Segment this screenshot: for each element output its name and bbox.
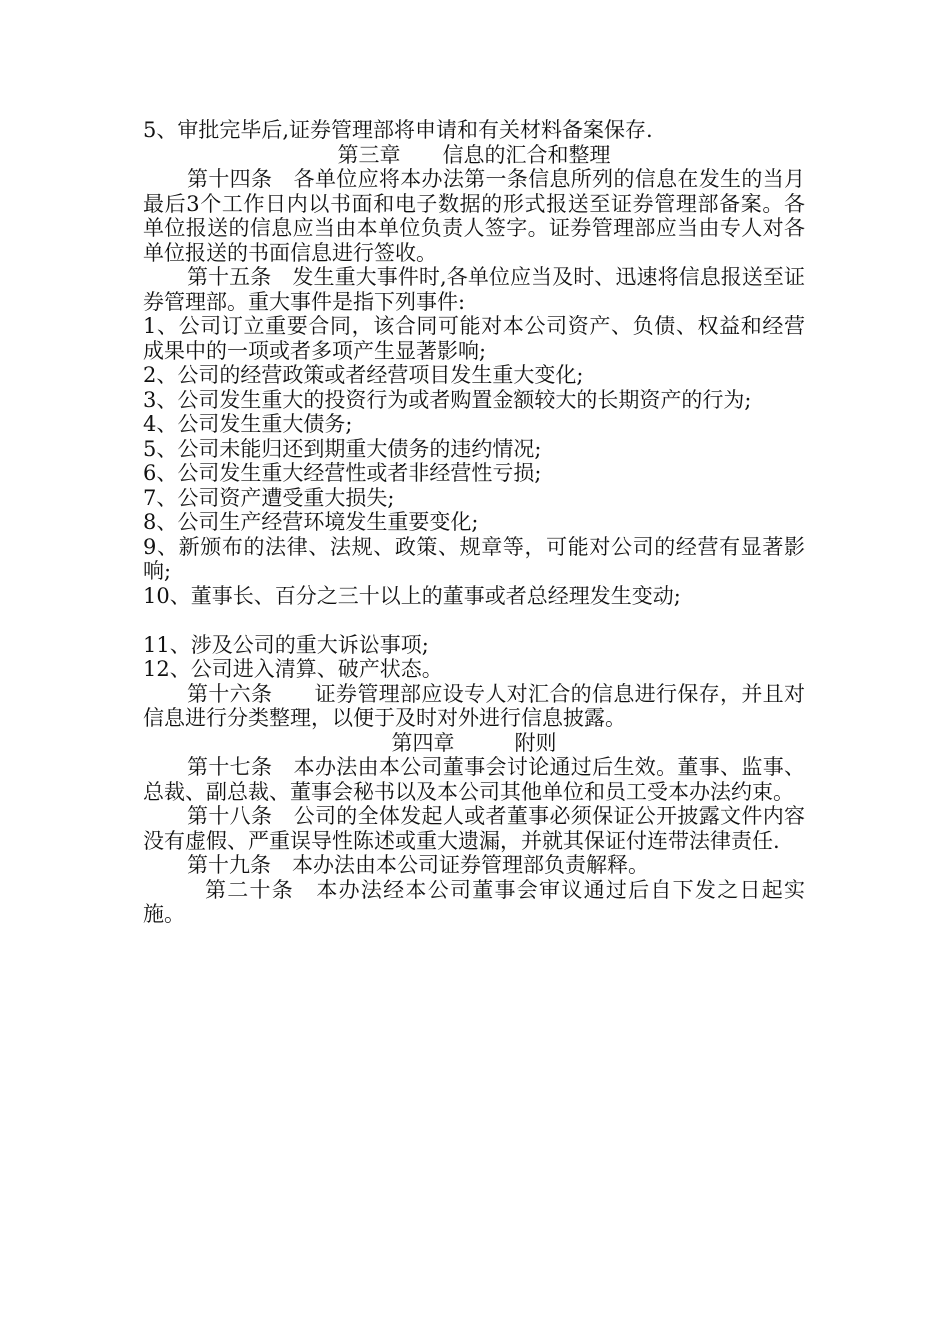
article-20-text: 本办法经本公司董事会审议通过后自下发之日起实施。	[143, 877, 806, 926]
event-item: 12、公司进入清算、破产状态。	[143, 657, 443, 681]
article-18	[143, 804, 805, 853]
event-item: 2、公司的经营政策或者经营项目发生重大变化;	[143, 363, 584, 387]
event-item: 8、公司生产经营环境发生重要变化;	[143, 510, 479, 534]
article-16	[143, 682, 805, 731]
article-14	[143, 167, 805, 265]
article-15-label: 第十五条	[187, 265, 272, 289]
event-item: 10、董事长、百分之三十以上的董事或者总经理发生变动;	[143, 583, 681, 608]
event-item: 7、公司资产遭受重大损失;	[143, 485, 395, 510]
article-18-label: 第十八条	[187, 804, 273, 828]
event-item: 3、公司发生重大的投资行为或者购置金额较大的长期资产的行为;	[143, 387, 752, 412]
chapter-3-heading	[143, 143, 805, 168]
event-item: 11、涉及公司的重大诉讼事项;	[143, 632, 429, 657]
article-18-text: 公司的全体发起人或者董事必须保证公开披露文件内容没有虚假、严重误导性陈述或重大遗漏，并就其保证付连带法律责任.	[143, 804, 806, 853]
article-19-text: 本办法由本公司证券管理部负责解释。	[292, 853, 649, 877]
chapter-4-heading	[143, 731, 805, 756]
article-16-text: 证券管理部应设专人对汇合的信息进行保存，并且对信息进行分类整理，以便于及时对外进行信息披露。	[143, 681, 806, 730]
event-item: 5、公司未能归还到期重大债务的违约情况;	[143, 436, 542, 461]
article-14-label: 第十四条	[187, 167, 273, 191]
chapter-3-title: 信息的汇合和整理	[442, 142, 611, 167]
chapter-3-number: 第三章	[337, 142, 401, 167]
document-body	[143, 118, 805, 927]
event-item: 6、公司发生重大经营性或者非经营性亏损;	[143, 461, 542, 485]
article-17	[143, 755, 805, 804]
article-20	[143, 878, 805, 927]
article-19	[143, 853, 805, 878]
event-item: 1、公司订立重要合同，该合同可能对本公司资产、负债、权益和经营成果中的一项或者多项产生显著影响;	[143, 314, 805, 363]
article-15-text: 发生重大事件时,各单位应当及时、迅速将信息报送至证券管理部。重大事件是指下列事件:	[143, 265, 806, 314]
event-item: 9、新颁布的法律、法规、政策、规章等，可能对公司的经营有显著影响;	[143, 534, 805, 583]
article-14-text: 各单位应将本办法第一条信息所列的信息在发生的当月最后3个工作日内以书面和电子数据的形式报送至证券管理部备案。各单位报送的信息应当由本单位负责人签字。证券管理部应当由专人对各单位报送的书面信息进行签收。	[143, 167, 806, 265]
article-19-label: 第十九条	[187, 853, 271, 877]
chapter-4-number: 第四章	[391, 730, 455, 755]
blank-line	[143, 608, 805, 633]
article-20-label: 第二十条	[205, 877, 295, 902]
article-16-label: 第十六条	[187, 681, 273, 706]
article-17-label: 第十七条	[187, 755, 273, 779]
approval-item-5: 5、审批完毕后,证券管理部将申请和有关材料备案保存.	[143, 118, 653, 142]
article-17-text: 本办法由本公司董事会讨论通过后生效。董事、监事、总裁、副总裁、董事会秘书以及本公司其他单位和员工受本办法约束。	[143, 755, 806, 804]
article-15	[143, 265, 805, 314]
event-item: 4、公司发生重大债务;	[143, 412, 353, 436]
chapter-4-title: 附则	[514, 730, 557, 755]
